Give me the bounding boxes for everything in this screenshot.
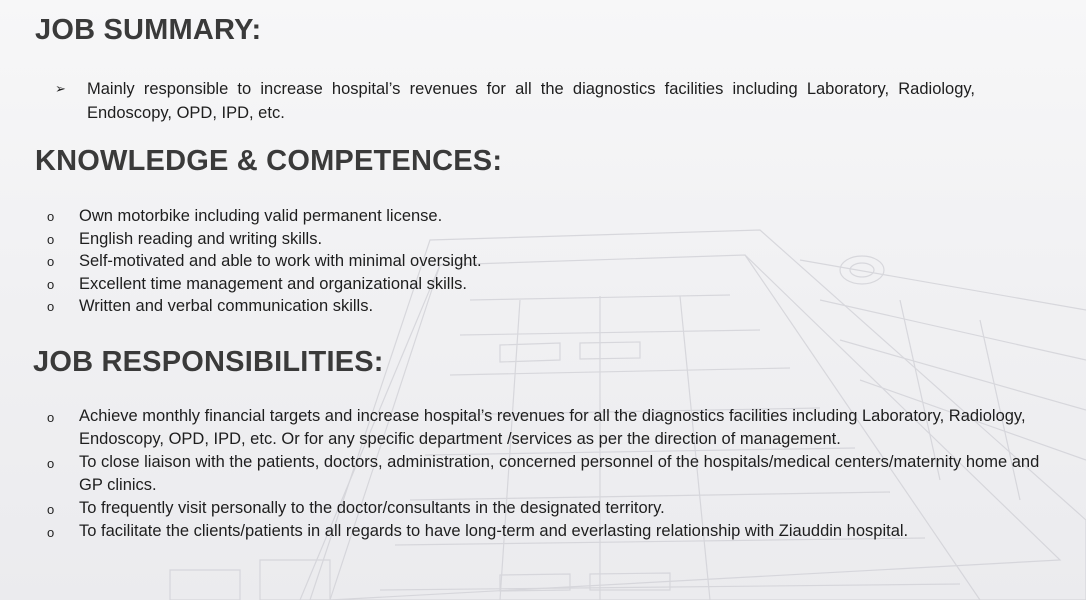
list-item: [47, 295, 747, 318]
list-item: [47, 497, 1062, 520]
list-item: [47, 273, 747, 296]
list-item-text: To frequently visit personally to the doctor/consultants in the designated territory.: [79, 499, 665, 517]
circle-bullet-icon: o: [47, 254, 55, 270]
circle-bullet-icon: o: [47, 299, 55, 315]
circle-bullet-icon: o: [47, 276, 55, 292]
list-item-text: Written and verbal communication skills.: [79, 297, 374, 316]
list-item: [47, 205, 747, 228]
circle-bullet-icon: o: [47, 209, 55, 224]
circle-bullet-icon: o: [47, 231, 55, 247]
arrow-bullet-icon: ➢: [55, 81, 66, 96]
circle-bullet-icon: o: [47, 525, 55, 540]
list-item: [47, 451, 1062, 497]
list-item-text: Achieve monthly financial targets and increase hospital’s revenues for all the diagnostics facilities including Laboratory, Radiology, Endoscopy, OPD, IPD, etc. Or for any specific department /services as per the direction of management.: [79, 407, 1026, 448]
list-item: [47, 520, 1062, 543]
knowledge-list: [47, 205, 747, 318]
job-summary-heading: JOB SUMMARY:: [35, 14, 262, 46]
list-item: [47, 228, 747, 251]
summary-item: [55, 77, 975, 125]
list-item-text: Self-motivated and able to work with minimal oversight.: [79, 252, 482, 271]
circle-bullet-icon: o: [47, 456, 55, 471]
list-item: [47, 405, 1062, 451]
list-item-text: To facilitate the clients/patients in all regards to have long-term and everlasting relationship with Ziauddin hospital.: [79, 522, 909, 540]
circle-bullet-icon: o: [47, 410, 55, 425]
list-item: [47, 250, 747, 273]
list-item-text: English reading and writing skills.: [79, 229, 323, 248]
responsibilities-list: [47, 405, 1062, 543]
circle-bullet-icon: o: [47, 502, 55, 517]
list-item-text: Excellent time management and organizational skills.: [79, 274, 467, 293]
summary-item-text: Mainly responsible to increase hospital’s revenues for all the diagnostics facilities including Laboratory, Radiology, Endoscopy, OPD, IPD, etc.: [87, 80, 975, 122]
list-item-text: To close liaison with the patients, doctors, administration, concerned personnel of the hospitals/medical centers/maternity home and GP clinics.: [79, 453, 1040, 494]
list-item-text: Own motorbike including valid permanent license.: [79, 207, 443, 225]
knowledge-competences-heading: KNOWLEDGE & COMPETENCES:: [35, 145, 503, 177]
job-responsibilities-heading: JOB RESPONSIBILITIES:: [33, 346, 384, 378]
